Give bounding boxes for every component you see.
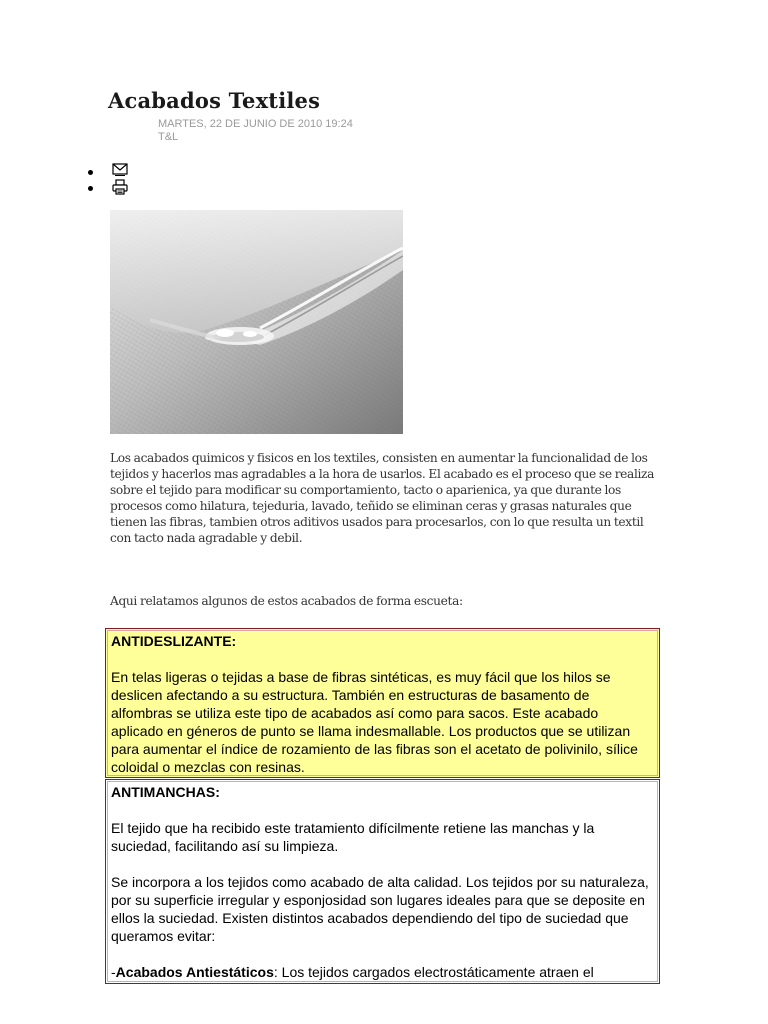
dash-prefix: - xyxy=(111,964,116,980)
article-date: MARTES, 22 DE JUNIO DE 2010 19:24 xyxy=(158,118,353,130)
section-heading: ANTIMANCHAS: xyxy=(111,784,220,800)
section-paragraph-2: Se incorpora a los tejidos como acabado de alta calidad. Los tejidos por su naturaleza, por su superficie irregular y esponjosidad son lugares ideales para que se deposite en ellos la suciedad. Existen distintos acabados dependiendo del tipo de suciedad que queramos evitar: xyxy=(111,874,649,944)
section-antimanchas xyxy=(105,779,660,984)
section-body: En telas ligeras o tejidas a base de fibras sintéticas, es muy fácil que los hilos se deslicen afectando a su estructura. También en estructuras de basamento de alfombras se utiliza este tipo de acabados así como para sacos. Este acabado aplicado en géneros de punto se llama indesmallable. Los productos que se utilizan para aumentar el índice de rozamiento de las fibras son el acetato de polivinilo, sílice coloidal o mezclas con resinas. xyxy=(111,669,638,775)
email-action[interactable] xyxy=(88,163,128,179)
section-paragraph-1: El tejido que ha recibido este tratamiento difícilmente retiene las manchas y la suciedad, facilitando así su limpieza. xyxy=(111,820,595,854)
section-antideslizante xyxy=(105,628,660,778)
water-drop-on-fabric-photo xyxy=(110,210,403,434)
term-description: : Los tejidos cargados electrostáticamente atraen el xyxy=(273,964,594,980)
section-paragraph-3 xyxy=(111,963,654,981)
article-meta xyxy=(158,118,353,144)
article-author: T&L xyxy=(158,131,179,143)
section-heading: ANTIDESLIZANTE: xyxy=(111,633,237,649)
lead-sentence: Aqui relatamos algunos de estos acabados de forma escueta: xyxy=(110,594,463,608)
article-actions xyxy=(88,163,128,195)
email-icon[interactable] xyxy=(112,163,128,177)
print-icon[interactable] xyxy=(112,179,128,195)
term-antiestaticos: Acabados Antiestáticos xyxy=(115,964,274,980)
print-action[interactable] xyxy=(88,179,128,195)
intro-paragraph: Los acabados quimicos y fisicos en los textiles, consisten en aumentar la funcionalidad de los tejidos y hacerlos mas agradables a la hora de usarlos. El acabado es el proceso que se realiza sobre el tejido para modificar su comportamiento, tacto o aparienica, ya que durante los procesos como hilatura, tejeduria, lavado, teñido se eliminan ceras y grasas naturales que tienen las fibras, tambien otros aditivos usados para procesarlos, con lo que resulta un textil con tacto nada agradable y debil. xyxy=(110,451,655,546)
article-title: Acabados Textiles xyxy=(108,88,321,113)
